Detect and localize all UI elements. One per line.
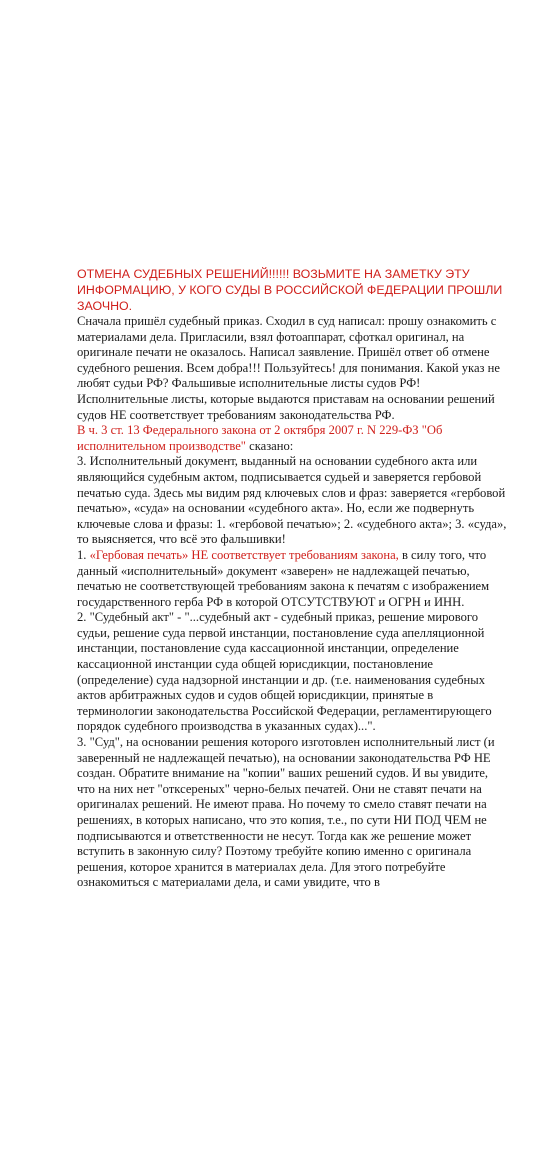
law-reference — [77, 423, 507, 454]
clause-3-paragraph: 3. Исполнительный документ, выданный на основании судебного акта или являющийся судебным актом, подписывается судьей и заверяется гербовой печатью суда. Здесь мы видим ряд ключевых слов и фраз: заверяется «гербовой печатью», «суда» на основании «судебного акта». Но, если же подвернуть ключевые слова и фразы: 1. «гербовой печатью»; 2. «судебного акта»; 3. «суда», то выясняется, что всё это фальшивки! — [77, 454, 507, 547]
point-1-number: 1. — [77, 547, 90, 562]
document-body — [77, 266, 507, 891]
law-reference-highlight: В ч. 3 ст. 13 Федерального закона от 2 октября 2007 г. N 229-ФЗ "Об исполнительном производстве" — [77, 423, 443, 453]
document-title: ОТМЕНА СУДЕБНЫХ РЕШЕНИЙ!!!!!! ВОЗЬМИТЕ НА ЗАМЕТКУ ЭТУ ИНФОРМАЦИЮ, У КОГО СУДЫ В РОССИЙСКОЙ ФЕДЕРАЦИИ ПРОШЛИ ЗАОЧНО. — [77, 267, 503, 313]
intro-paragraph: Сначала пришёл судебный приказ. Сходил в суд написал: прошу ознакомить с материалами дела. Пригласили, взял фотоаппарат, сфоткал оригинал, на оригинале печати не оказалось. Написал заявление. Пришёл ответ об отмене судебного решения. Всем добра!!! Пользуйтесь! для понимания. Какой указ не любят судьи РФ? Фальшивые исполнительные листы судов РФ! Исполнительные листы, которые выдаются приставам на основании решений судов НЕ соответствует требованиям законодательства РФ. — [77, 314, 501, 422]
point-3-paragraph: 3. "Суд", на основании решения которого изготовлен исполнительный лист (и заверенный не надлежащей печатью), на основании законодательства РФ НЕ создан. Обратите внимание на "копии" ваших решений судов. И вы увидите, что на них нет "отксереных" черно-белых печатей. Они не ставят печати на оригиналах решений. Не имеют права. Но почему то смело ставят печати на решениях, в которых написано, что это копия, т.е., по сути НИ ПОД ЧЕМ не подписываются и ответственности не несут. Тогда как же решение может вступить в законную силу? Поэтому требуйте копию именно с оригинала решения, которое хранится в материалах дела. Для этого потребуйте ознакомиться с материалами дела, и сами увидите, что в — [77, 735, 495, 890]
law-reference-rest: сказано: — [245, 438, 294, 453]
point-1-rest: в силу того, что данный «исполнительный» документ «заверен» не надлежащей печатью, печатью не соответствующей требованиям закона к печатям с изображением государственного герба РФ в которой ОТСУТСТВУЮТ и ОГРН и ИНН. — [77, 547, 490, 609]
point-2-paragraph: 2. "Судебный акт" - "...судебный акт - судебный приказ, решение мирового судьи, решение суда первой инстанции, постановление суда апелляционной инстанции, постановление суда кассационной инстанции, определение кассационной инстанции суда общей юрисдикции, постановление (определение) суда надзорной инстанции и др. (т.е. наименования судебных актов арбитражных судов и судов общей юрисдикции, принятые в терминологии законодательства Российской Федерации, регламентирующего порядок судебного производства в указанных судах)...". — [77, 610, 492, 734]
point-1-highlight: «Гербовая печать» НЕ соответствует требованиям закона, — [89, 547, 399, 562]
point-1-paragraph — [77, 548, 507, 610]
